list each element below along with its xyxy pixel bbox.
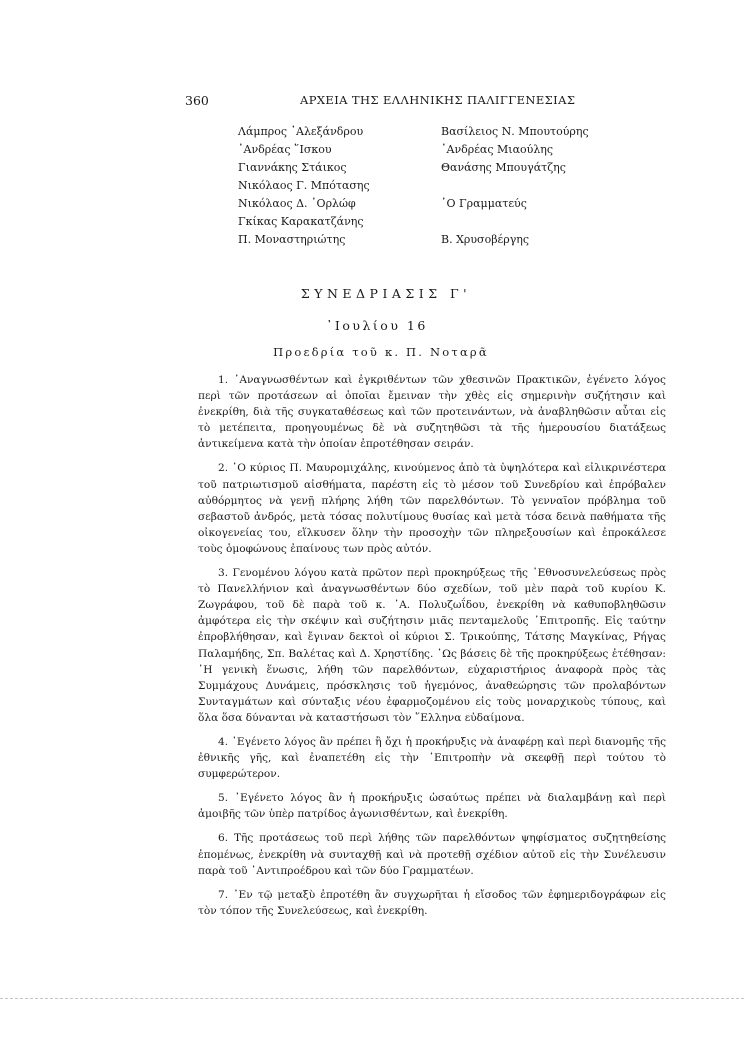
minutes-body bbox=[198, 372, 666, 927]
signatory-name: Θανάσης Μπουγάτζης bbox=[441, 161, 566, 174]
signatory-name: Γιαννάκης Στάικος bbox=[238, 161, 347, 174]
page-number: 360 bbox=[185, 93, 209, 108]
minutes-paragraph: 7. ᾿Εν τῷ μεταξὺ ἐπροτέθη ἂν συγχωρῆται ἡ εἴσοδος τῶν ἐφημεριδογράφων εἰς τὸν τόπον τῆς Συνελεύσεως, καὶ ἐνεκρίθη. bbox=[198, 888, 666, 917]
minutes-paragraph: 4. ᾿Εγένετο λόγος ἂν πρέπει ἢ ὄχι ἡ προκήρυξις νὰ ἀναφέρῃ καὶ περὶ διανομῆς τῆς ἐθνικῆς γῆς, καὶ ἐναπετέθη εἰς τὴν ᾿Επιτροπὴν νὰ σκεφθῇ περὶ τούτου τὸ συμφερώτερον. bbox=[198, 735, 666, 781]
minutes-paragraph: 1. ᾿Αναγνωσθέντων καὶ ἐγκριθέντων τῶν χθεσινῶν Πρακτικῶν, ἐγένετο λόγος περὶ τῶν προτάσεων αἱ ὁποῖαι ἔμειναν τὴν χθὲς εἰς σημερινὴν συζήτησιν καὶ ἐνεκρίθη, διὰ τῆς συγκαταθέσεως καὶ τῶν προτεινάντων, νὰ ἀναβληθῶσιν αὗται εἰς τὸ μετέπειτα, προηγουμένως δὲ νὰ συζητηθῶσι τὰ τῆς ἡμερουσίου διατάξεως ἀντικείμενα κατὰ τὴν ὁποίαν ἐπροτέθησαν σειράν. bbox=[198, 374, 666, 451]
signatory-name: ᾿Ανδρέας ῞Ισκου bbox=[238, 143, 332, 156]
signatory-name: Γκίκας Καρακατζάνης bbox=[238, 215, 364, 228]
signatory-name: Λάμπρος ᾿Αλεξάνδρου bbox=[238, 125, 364, 138]
signatories-left bbox=[238, 123, 370, 249]
signatory-name: Βασίλειος Ν. Μπουτούρης bbox=[441, 125, 589, 138]
running-title: ΑΡΧΕΙΑ ΤΗΣ ΕΛΛΗΝΙΚΗΣ ΠΑΛΙΓΓΕΝΕΣΙΑΣ bbox=[300, 93, 576, 107]
spacer bbox=[441, 213, 589, 231]
session-title: ΣΥΝΕΔΡΙΑΣΙΣ Γ' bbox=[300, 286, 472, 301]
session-date: ᾿Ιουλίου 16 bbox=[326, 318, 428, 333]
scan-edge-line bbox=[0, 998, 744, 999]
signatory-name: Νικόλαος Δ. ᾿Ορλώφ bbox=[238, 197, 356, 210]
minutes-paragraph: 6. Τῆς προτάσεως τοῦ περὶ λήθης τῶν παρελθόντων ψηφίσματος συζητηθείσης ἑπομένως, ἐνεκρίθη νὰ συνταχθῇ καὶ νὰ προτεθῇ σχέδιον αὐτοῦ εἰς τὴν Συνέλευσιν παρὰ τοῦ ᾿Αντιπροέδρου καὶ τῶν δύο Γραμματέων. bbox=[198, 832, 666, 877]
signatory-name: ᾿Ανδρέας Μιαούλης bbox=[441, 143, 554, 156]
signatory-name: Νικόλαος Γ. Μπότασης bbox=[238, 179, 370, 192]
signatory-name: Π. Μοναστηριώτης bbox=[238, 233, 346, 246]
minutes-paragraph: 5. ᾿Εγένετο λόγος ἂν ἡ προκήρυξις ὡσαύτως πρέπει νὰ διαλαμβάνῃ καὶ περὶ ἀμοιβῆς τῶν ὑπὲρ πατρίδος ἀγωνισθέντων, καὶ ἐνεκρίθη. bbox=[198, 792, 666, 821]
minutes-paragraph: 2. ῾Ο κύριος Π. Μαυρομιχάλης, κινούμενος ἀπὸ τὰ ὑψηλότερα καὶ εἰλικρινέστερα τοῦ πατριωτισμοῦ αἰσθήματα, παρέστη εἰς τὸ μέσον τοῦ Συνεδρίου καὶ ἐπρόβαλεν αὐθόρμητος νὰ γενῇ πλήρης λήθη τῶν παρελθόντων. Τὸ γενναῖον πρόβλημα τοῦ σεβαστοῦ ἀνδρός, μετὰ τόσας πολυτίμους θυσίας καὶ μετὰ τόσα δεινὰ παθήματα τῆς οἰκογενείας του, εἵλκυσεν ὅλην τὴν προσοχὴν τῶν πληρεξουσίων καὶ ἐπροκάλεσε τοὺς ὁμοφώνους ἐπαίνους των πρὸς αὐτόν. bbox=[198, 462, 666, 555]
secretary-name: Β. Χρυσοβέργης bbox=[441, 233, 530, 246]
secretary-label: ῾Ο Γραμματεύς bbox=[441, 197, 527, 210]
minutes-paragraph: 3. Γενομένου λόγου κατὰ πρῶτον περὶ προκηρύξεως τῆς ᾿Εθνοσυνελεύσεως πρὸς τὸ Πανελλήνιον καὶ ἀναγνωσθέντων δύο σχεδίων, τοῦ μὲν παρὰ τοῦ κυρίου Κ. Ζωγράφου, τοῦ δὲ παρὰ τοῦ κ. ᾿Α. Πολυζωΐδου, ἐνεκρίθη νὰ καθυποβληθῶσιν ἀμφότερα εἰς τὴν σκέψιν καὶ συζήτησιν μιᾶς πενταμελοῦς ᾿Επιτροπῆς. Εἰς ταύτην ἐπροβλήθησαν, καὶ ἔγιναν δεκτοὶ οἱ κύριοι Σ. Τρικούπης, Τάτσης Μαγκίνας, Ρήγας Παλαμήδης, Σπ. Βαλέτας καὶ Δ. Χρηστίδης. ῾Ως βάσεις δὲ τῆς προκηρύξεως ἐτέθησαν: ῾Η γενικὴ ἕνωσις, λήθη τῶν παρελθόντων, εὐχαριστήριος ἀναφορὰ πρὸς τὰς Συμμάχους Δυνάμεις, πρόσκλησις τοῦ ἡγεμόνος, ἀναθεώρησις τῶν προλαβόντων Συνταγμάτων καὶ σύνταξις νέου ἐφαρμοζομένου εἰς τοὺς μοναρχικοὺς τύπους, καὶ ὅλα ὅσα δύνανται νὰ καταστήσωσι τὸν ῞Ελληνα εὐδαίμονα. bbox=[198, 567, 666, 724]
session-presidency: Προεδρία τοῦ κ. Π. Νοταρᾶ bbox=[273, 345, 489, 359]
signatories-right bbox=[441, 123, 589, 249]
spacer bbox=[441, 177, 589, 195]
